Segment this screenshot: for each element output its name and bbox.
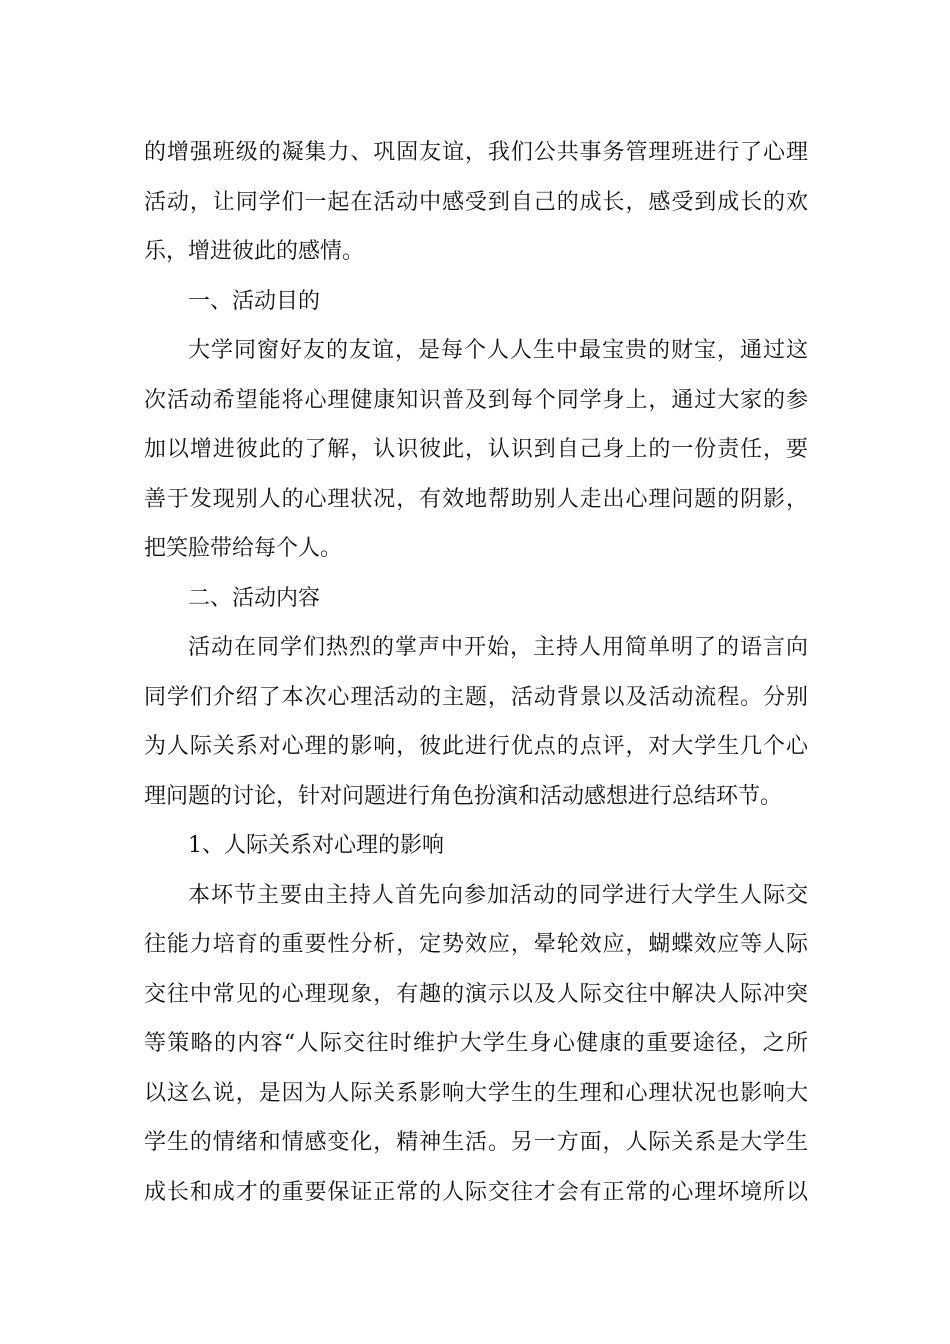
text-line: 以这么说，是因为人际关系影响大学生的生理和心理状况也影响大 [144, 1080, 808, 1106]
paragraph [144, 326, 808, 574]
section-heading: 一、活动目的 [188, 288, 321, 314]
text-line: 乐，增进彼此的感情。 [144, 239, 365, 264]
text-line: 等策略的内容“人际交往时维护大学生身心健康的重要途径，之所 [144, 1031, 808, 1056]
text-line: 本坏节主要由主持人首先向参加活动的同学进行大学生人际交 [188, 882, 808, 908]
paragraph [144, 871, 808, 1218]
text-line: 活动，让同学们一起在活动中感受到自己的成长，感受到成长的欢 [144, 189, 808, 215]
text-line: 交往中常见的心理现象，有趣的演示以及人际交往中解决人际冲突 [144, 981, 808, 1007]
text-line: 理问题的讨论，针对问题进行角色扮演和活动感想进行总结环节。 [144, 783, 783, 809]
text-line: 往能力培育的重要性分析，定势效应，晕轮效应，蝴蝶效应等人际 [144, 932, 808, 957]
text-line: 活动在同学们热烈的掌声中开始，主持人用简单明了的语言向 [188, 635, 808, 660]
text-line: 成长和成才的重要保证正常的人际交往才会有正常的心理坏境所以 [144, 1179, 808, 1205]
paragraph [144, 623, 808, 821]
text-line: 善于发现别人的心理状况，有效地帮助别人走出心理问题的阴影， [144, 486, 808, 512]
paragraph [144, 128, 808, 277]
text-line: 同学们介绍了本次心理活动的主题，活动背景以及活动流程。分别 [144, 684, 808, 710]
document-page [144, 128, 808, 1217]
text-line: 加以增进彼此的了解，认识彼此，认识到自己身上的一份责任，要 [144, 437, 808, 462]
text-line: 学生的情绪和情感变化，精神生活。另一方面，人际关系是大学生 [144, 1130, 808, 1155]
text-line: 把笑脸带给每个人。 [144, 536, 343, 561]
section-heading: 二、活动内容 [188, 585, 321, 611]
text-line: 的增强班级的凝集力、巩固友谊，我们公共事务管理班进行了心理 [144, 140, 808, 165]
text-line: 大学同窗好友的友谊，是每个人人生中最宝贵的财宝，通过这 [188, 338, 808, 363]
section-heading: 1、人际关系对心理的影响 [188, 833, 444, 858]
text-line: 为人际关系对心理的影响，彼此进行优点的点评，对大学生几个心 [144, 734, 808, 759]
text-line: 次活动希望能将心理健康知识普及到每个同学身上，通过大家的参 [144, 387, 808, 413]
